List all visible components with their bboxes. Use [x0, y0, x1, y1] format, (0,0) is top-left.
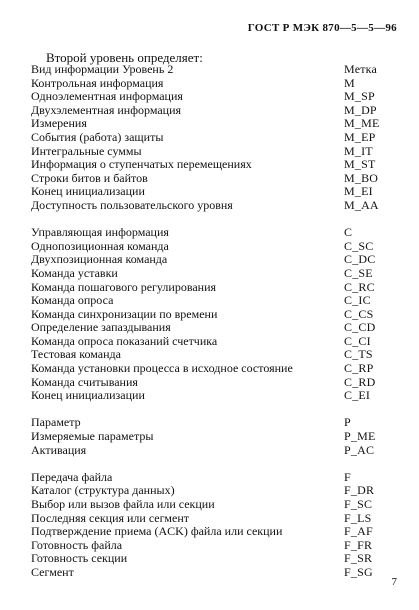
info-name: Передача файла [31, 469, 113, 484]
info-name: Команда синхронизации по времени [31, 306, 218, 321]
table-row [31, 348, 391, 362]
table-row [31, 158, 391, 172]
info-code: M_SP [344, 89, 375, 104]
info-name: Готовность файла [31, 537, 123, 552]
info-code: C_RP [344, 361, 374, 376]
info-code: C [344, 225, 353, 240]
info-name: Выбор или вызов файла или секции [31, 497, 215, 511]
table-row [31, 539, 391, 553]
table-header-row [31, 63, 391, 77]
table-row [31, 240, 391, 254]
info-name: Команда установки процесса в исходное состояние [31, 361, 293, 376]
info-name: Команда считывания [31, 374, 138, 389]
table-row [31, 172, 391, 186]
table-row [31, 308, 391, 322]
info-code: C_IC [344, 293, 371, 308]
table-row [31, 552, 391, 566]
info-code: C_CS [344, 306, 374, 321]
table-row [31, 471, 391, 485]
info-name: Однопозиционная команда [31, 238, 169, 253]
information-table [31, 63, 391, 580]
table-row [31, 77, 391, 91]
section-gap [31, 403, 391, 417]
info-code: F_DR [344, 483, 375, 498]
info-name: Строки битов и байтов [31, 170, 148, 185]
info-code: C_TS [344, 347, 373, 362]
document-header: ГОСТ Р МЭК 870—5—5—96 [247, 22, 397, 34]
info-name: Контрольная информация [31, 75, 164, 90]
table-row [31, 430, 391, 444]
info-code: F_SR [344, 551, 373, 566]
info-name: События (работа) защиты [31, 129, 164, 144]
info-name: Конец инициализации [31, 184, 145, 199]
info-code: F_SG [344, 564, 373, 579]
info-code: M_AA [344, 197, 379, 212]
info-name: Готовность секции [31, 551, 128, 566]
info-name: Информация о ступенчатых перемещениях [31, 157, 252, 172]
table-row [31, 104, 391, 118]
table-row [31, 335, 391, 349]
table-row [31, 253, 391, 267]
table-row [31, 321, 391, 335]
info-name: Команда опроса [31, 293, 114, 308]
info-code: M_BO [344, 170, 379, 185]
table-row [31, 512, 391, 526]
info-name: Двухэлементная информация [31, 102, 182, 117]
info-name: Подтверждение приема (ACK) файла или секции [31, 524, 283, 539]
info-code: C_EI [344, 388, 371, 403]
info-name: Доступность пользовательского уровня [31, 197, 233, 212]
info-code: C_SE [344, 265, 373, 280]
info-name: Измерения [31, 116, 87, 131]
info-code: C_CD [344, 320, 376, 335]
table-row [31, 90, 391, 104]
info-code: M_EP [344, 129, 376, 144]
info-code: M_IT [344, 143, 373, 158]
info-name: Каталог (структура данных) [31, 483, 175, 498]
table-row [31, 566, 391, 580]
section-gap [31, 457, 391, 471]
info-code: F_LS [344, 510, 372, 525]
table-row [31, 145, 391, 159]
info-name: Тестовая команда [31, 347, 121, 362]
column-header-code: Метка [344, 62, 378, 76]
info-code: M_EI [344, 184, 373, 199]
info-code: C_DC [344, 252, 376, 267]
info-code: C_RD [344, 374, 376, 389]
info-name: Параметр [31, 415, 81, 430]
table-row [31, 484, 391, 498]
info-name: Измеряемые параметры [31, 429, 154, 444]
info-code: F_AF [344, 524, 373, 539]
table-row [31, 294, 391, 308]
page-number: 7 [391, 576, 397, 588]
table-row [31, 444, 391, 458]
info-name: Команда пошагового регулирования [31, 279, 217, 294]
info-name: Команда уставки [31, 265, 118, 280]
table-row [31, 498, 391, 512]
info-name: Двухпозиционная команда [31, 252, 168, 267]
info-code: P [344, 415, 351, 430]
info-code: M [344, 75, 355, 90]
info-name: Активация [31, 442, 87, 457]
info-code: C_SC [344, 238, 374, 253]
section-gap [31, 213, 391, 227]
table-row [31, 131, 391, 145]
table-row [31, 525, 391, 539]
table-row [31, 362, 391, 376]
table-row [31, 281, 391, 295]
info-name: Одноэлементная информация [31, 89, 183, 104]
table-row [31, 185, 391, 199]
info-code: M_ST [344, 157, 376, 172]
info-code: M_ME [344, 116, 380, 131]
info-code: F_FR [344, 537, 373, 552]
info-name: Последняя секция или сегмент [31, 510, 189, 525]
info-code: P_ME [344, 429, 376, 444]
info-code: C_CI [344, 333, 371, 348]
table-row [31, 416, 391, 430]
info-name: Сегмент [31, 564, 74, 579]
info-name: Определение запаздывания [31, 320, 171, 335]
info-name: Управляющая информация [31, 225, 169, 240]
info-code: P_AC [344, 442, 375, 457]
intro-text: Второй уровень определяет: [46, 50, 203, 65]
table-row [31, 376, 391, 390]
info-code: F [344, 469, 351, 484]
table-row [31, 226, 391, 240]
info-name: Конец инициализации [31, 388, 145, 403]
info-code: C_RC [344, 279, 375, 294]
info-name: Интегральные суммы [31, 143, 142, 158]
table-row [31, 199, 391, 213]
table-row [31, 389, 391, 403]
info-code: M_DP [344, 102, 377, 117]
table-row [31, 267, 391, 281]
table-row [31, 117, 391, 131]
info-code: F_SC [344, 497, 373, 511]
info-name: Команда опроса показаний счетчика [31, 333, 218, 348]
column-header-name: Вид информации Уровень 2 [31, 62, 174, 76]
